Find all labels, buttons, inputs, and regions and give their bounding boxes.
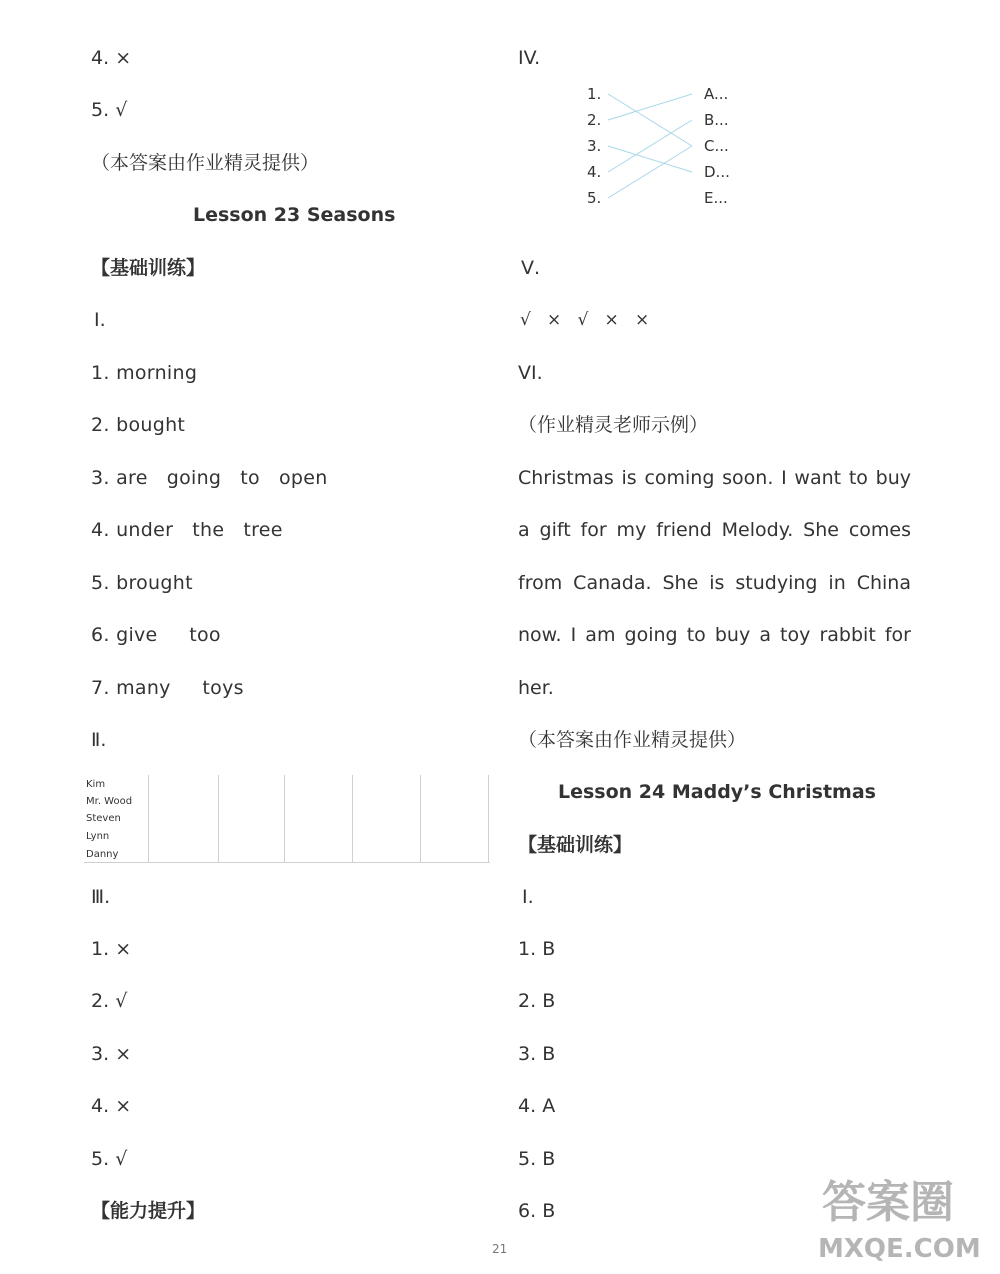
roman-heading: Ⅰ. [522, 886, 534, 908]
table-row-label: Mr. Wood [86, 796, 133, 807]
answer-item: 3. B [518, 1043, 556, 1065]
roman-heading: Ⅰ. [94, 309, 106, 331]
answer-item: 1. B [518, 938, 556, 960]
match-left-label: 4. [587, 163, 602, 181]
answer-item: 2. B [518, 990, 556, 1012]
roman-heading: Ⅲ. [91, 886, 111, 908]
answer-item: 5. √ [91, 99, 128, 121]
answer-item: 5. brought [91, 572, 193, 594]
section-basic-heading: 【基础训练】 [518, 834, 633, 856]
answer-item: 1. morning [91, 362, 198, 384]
roman-heading: Ⅱ. [91, 729, 107, 751]
table-row-label: Steven [86, 813, 121, 824]
answer-item: 4. × [91, 1095, 132, 1117]
section-ability-heading: 【能力提升】 [91, 1200, 206, 1222]
match-right-label: E... [704, 189, 728, 207]
credit-note: （本答案由作业精灵提供） [518, 729, 747, 751]
answer-item: 5. √ [91, 1148, 128, 1170]
essay-line: now. I am going to buy a toy rabbit for [518, 624, 911, 646]
table-row-label: Lynn [86, 831, 110, 842]
example-note: （作业精灵老师示例） [518, 414, 709, 436]
match-left-label: 1. [587, 85, 602, 103]
answer-item: 6. B [518, 1200, 556, 1222]
essay-line: a gift for my friend Melody. She comes [518, 519, 911, 541]
essay-line: from Canada. She is studying in China [518, 572, 911, 594]
answer-item: 6. give too [91, 624, 221, 646]
table-row-label: Danny [86, 849, 119, 860]
answer-item: 4. × [91, 47, 132, 69]
lesson-23-title: Lesson 23 Seasons [193, 204, 396, 226]
roman-heading: VI. [518, 362, 543, 384]
match-right-label: A... [704, 85, 729, 103]
match-right-label: D... [704, 163, 730, 181]
credit-note: （本答案由作业精灵提供） [91, 152, 320, 174]
answer-item: 3. × [91, 1043, 132, 1065]
answer-item: 1. × [91, 938, 132, 960]
lesson-24-title: Lesson 24 Maddy’s Christmas [558, 781, 876, 803]
match-lines [600, 85, 700, 205]
watermark-logo: 答案圈 [822, 1177, 954, 1228]
answer-item: 2. √ [91, 990, 128, 1012]
essay-line: Christmas is coming soon. I want to buy [518, 467, 911, 489]
answer-item: 3. are going to open [91, 467, 328, 489]
match-left-label: 5. [587, 189, 602, 207]
answer-item: 2. bought [91, 414, 186, 436]
watermark-url: MXQE.COM [818, 1234, 981, 1264]
answer-item: 7. many toys [91, 677, 244, 699]
answer-item: 5. B [518, 1148, 556, 1170]
answer-item: 4. A [518, 1095, 556, 1117]
match-left-label: 2. [587, 111, 602, 129]
match-right-label: C... [704, 137, 729, 155]
table-row-label: Kim [86, 779, 106, 790]
roman-heading: Ⅴ. [521, 257, 541, 279]
answer-table [84, 775, 490, 863]
page-number: 21 [492, 1242, 508, 1256]
check-answers: √ × √ × × [520, 310, 650, 330]
roman-heading: IV. [518, 47, 541, 69]
essay-line: her. [518, 677, 554, 699]
section-basic-heading: 【基础训练】 [91, 257, 206, 279]
match-right-label: B... [704, 111, 729, 129]
match-left-label: 3. [587, 137, 602, 155]
answer-item: 4. under the tree [91, 519, 283, 541]
